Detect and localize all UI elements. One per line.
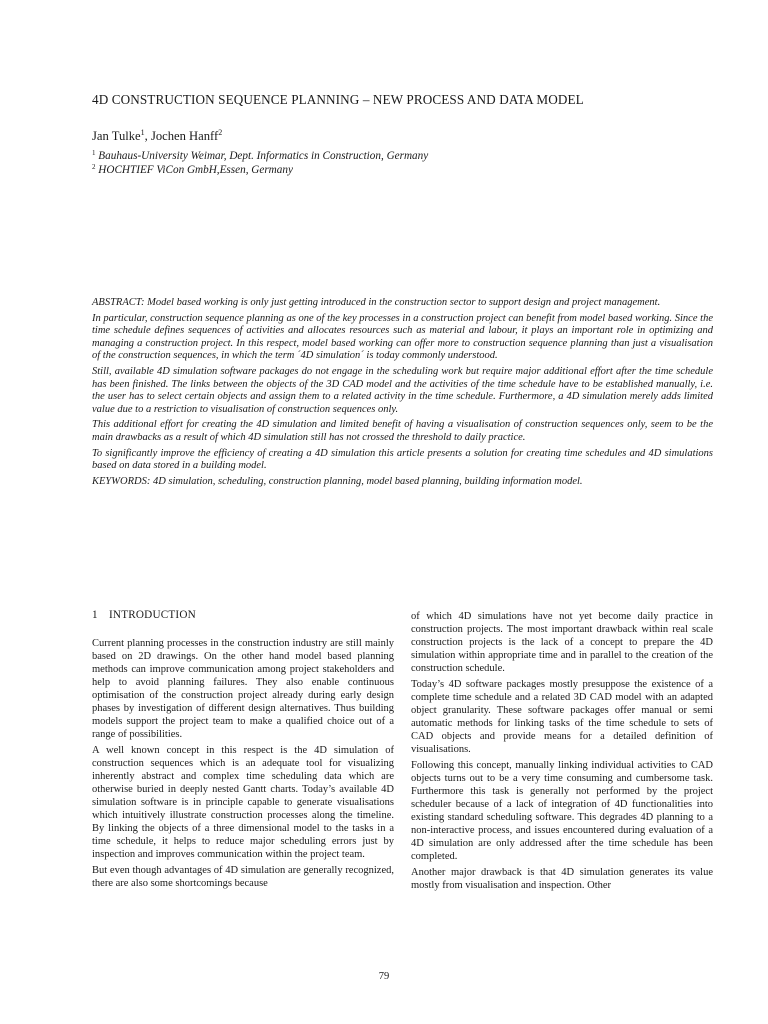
author-affiliation-marker: 2 [218, 128, 223, 137]
author-separator: , [144, 129, 151, 143]
keywords: KEYWORDS: 4D simulation, scheduling, construction planning, model based planning, building information model. [92, 475, 583, 487]
abstract-paragraph: This additional effort for creating the 4D simulation and limited benefit of having a visualisation of construction sequences only, seem to be the main drawbacks as a result of which 4D simulation still has not crossed the threshold to daily practice. [92, 419, 713, 443]
body-paragraph: Following this concept, manually linking individual activities to CAD objects turns out to be a very time consuming and cumbersome task. Furthermore this task is generally not performed by the project scheduler because of a lack of integration of 4D functionalities into existing standard scheduling software. This degrades 4D planning to a non-interactive process, and issues encountered during evaluation of a 4D simulation are only addressed after the time schedule has been completed. [411, 760, 713, 862]
body-paragraph: Current planning processes in the construction industry are still mainly based on 2D drawings. On the other hand model based planning methods can improve communication among project stakeholders and help to avoid planning failures. They also enable continuous optimisation of the construction project already during early design phases by investigation of different design alternatives. Thus building models support the project team to make a qualified choice out of a range of possibilities. [92, 638, 394, 740]
abstract [92, 297, 713, 491]
body-paragraph: of which 4D simulations have not yet become daily practice in construction projects. The most important drawback within real scale construction projects is the lack of a concept to prepare the 4D simulation within appropriate time and in parallel to the creation of the construction schedule. [411, 611, 713, 674]
affiliation-marker: 2 [92, 163, 96, 171]
affiliation [92, 149, 428, 162]
section-number: 1 [92, 609, 98, 621]
affiliation-marker: 1 [92, 149, 96, 157]
affiliation [92, 163, 293, 176]
section-title: INTRODUCTION [109, 609, 196, 621]
section-heading [92, 609, 394, 622]
abstract-paragraph: Still, available 4D simulation software packages do not engage in the scheduling work but require major additional effort after the time schedule has been finished. The links between the objects of the 3D CAD model and the activities of the time schedule have to be established manually, i.e. the user has to select certain objects and assign them to a related activity in the time schedule. Furthermore, a 4D simulation merely adds limited value due to a restriction to visualisation of construction sequences only. [92, 365, 713, 415]
author-affiliation-marker: 1 [140, 128, 145, 137]
body-paragraph: But even though advantages of 4D simulation are generally recognized, there are also some shortcomings because [92, 865, 394, 889]
abstract-paragraph: ABSTRACT: Model based working is only just getting introduced in the construction sector to support design and project management. [92, 297, 661, 308]
body-paragraph: Another major drawback is that 4D simulation generates its value mostly from visualisation and inspection. Other [411, 867, 713, 891]
author-list [92, 128, 222, 144]
left-column [92, 607, 394, 893]
body-paragraph: Today’s 4D software packages mostly presuppose the existence of a complete time schedule and a related 3D CAD model with an adapted object granularity. These software packages offer manual or semi automatic methods for linking tasks of the time schedule to sets of CAD objects and provide means for a detailed definition of visualisations. [411, 679, 713, 755]
body-paragraph: A well known concept in this respect is the 4D simulation of construction sequences which is an adequate tool for visualizing inherently abstract and complex time scheduling data which are otherwise buried in deeply nested Gantt charts. Today’s available 4D simulation software is in principle capable to generate visualisations which intuitively illustrate construction processes along the timeline. By linking the objects of a three dimensional model to the tasks in a time schedule, it helps to reduce major scheduling errors just by inspection and improves communication within the project team. [92, 745, 394, 860]
abstract-paragraph: To significantly improve the efficiency of creating a 4D simulation this article presents a solution for creating time schedules and 4D simulations based on data stored in a building model. [92, 447, 713, 472]
affiliation-text: HOCHTIEF ViCon GmbH,Essen, Germany [98, 164, 293, 176]
paper-title: 4D CONSTRUCTION SEQUENCE PLANNING – NEW PROCESS AND DATA MODEL [92, 92, 584, 107]
page-number: 79 [378, 971, 390, 982]
author-name: Jochen Hanff [150, 129, 219, 143]
abstract-paragraph: In particular, construction sequence planning as one of the key processes in a construction project can benefit from model based working. Since the time schedule defines sequences of activities and allocates resources such as material and labour, it plays an important role in optimizing and managing a construction project. In this respect, model based working can offer more to construction sequence planning than just a visualisation of the construction sequences, in which the term ´4D simulation´ is today commonly understood. [92, 312, 713, 362]
affiliation-text: Bauhaus-University Weimar, Dept. Informatics in Construction, Germany [98, 150, 429, 162]
author-name: Jan Tulke [92, 129, 141, 143]
right-column [411, 610, 713, 895]
